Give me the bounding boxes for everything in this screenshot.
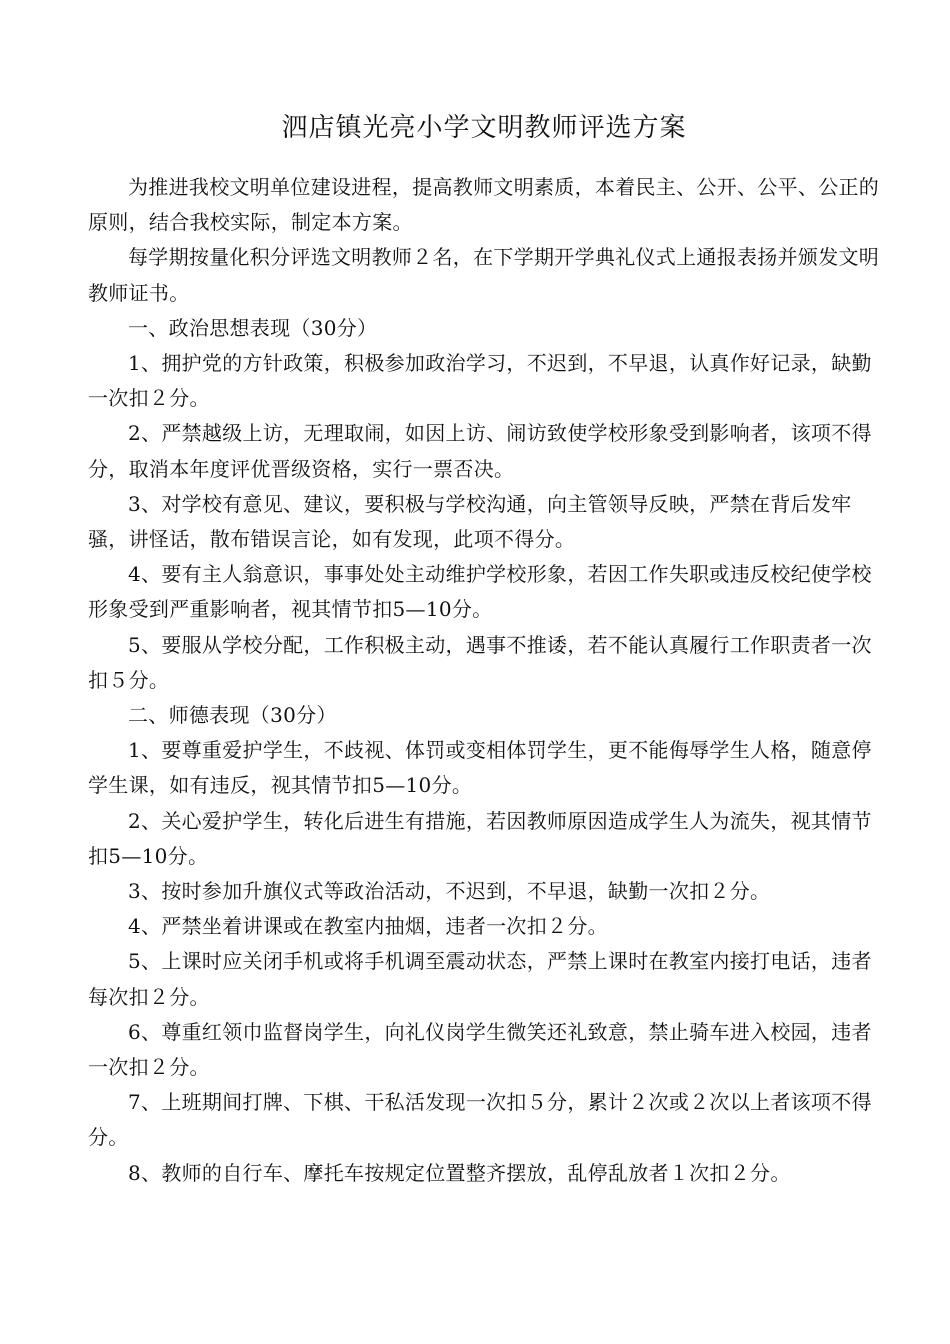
rule-item: 6、尊重红领巾监督岗学生，向礼仪岗学生微笑还礼致意，禁止骑车进入校园，违者一次扣２分。 [88,1019,872,1080]
section-heading-ethics: 二、师德表现（30分） [128,703,337,728]
rule-item: 5、要服从学校分配，工作积极主动，遇事不推诿，若不能认真履行工作职责者一次扣５分。 [88,632,872,692]
rule-item: 7、上班期间打牌、下棋、干私活发现一次扣５分，累计２次或２次以上者该项不得分。 [88,1090,872,1150]
rule-item: 2、关心爱护学生，转化后进生有措施，若因教师原因造成学生人为流失，视其情节扣5—10分。 [88,808,872,868]
rule-item: 8、教师的自行车、摩托车按规定位置整齐摆放，乱停乱放者１次扣２分。 [128,1160,791,1185]
rule-item: 3、按时参加升旗仪式等政治活动，不迟到，不早退，缺勤一次扣２分。 [128,879,771,904]
rule-item: 1、要尊重爱护学生，不歧视、体罚或变相体罚学生，更不能侮辱学生人格，随意停学生课，如有违反，视其情节扣5—10分。 [88,738,872,798]
section-heading-political: 一、政治思想表现（30分） [128,315,378,340]
rule-item: 4、要有主人翁意识，事事处处主动维护学校形象，若因工作失职或违反校纪使学校形象受到严重影响者，视其情节扣5—10分。 [88,562,872,622]
rule-item: 1、拥护党的方针政策，积极参加政治学习，不迟到，不早退，认真作好记录，缺勤一次扣２分。 [88,351,872,411]
rule-item: 5、上课时应关闭手机或将手机调至震动状态，严禁上课时在教室内接打电话，违者每次扣２分。 [88,949,872,1009]
rule-item: 4、严禁坐着讲课或在教室内抽烟，违者一次扣２分。 [128,914,608,939]
selection-paragraph: 每学期按量化积分评选文明教师２名，在下学期开学典礼仪式上通报表扬并颁发文明教师证书。 [88,245,880,305]
rule-item: 2、严禁越级上访，无理取闹，如因上访、闹访致使学校形象受到影响者，该项不得分，取消本年度评优晋级资格，实行一票否决。 [88,421,872,481]
document-title: 泗店镇光亮小学文明教师评选方案 [281,113,687,143]
rule-item: 3、对学校有意见、建议，要积极与学校沟通，向主管领导反映，严禁在背后发牢骚，讲怪话，散布错误言论，如有发现，此项不得分。 [88,491,852,552]
intro-paragraph: 为推进我校文明单位建设进程，提高教师文明素质，本着民主、公开、公平、公正的原则，结合我校实际，制定本方案。 [88,175,880,235]
